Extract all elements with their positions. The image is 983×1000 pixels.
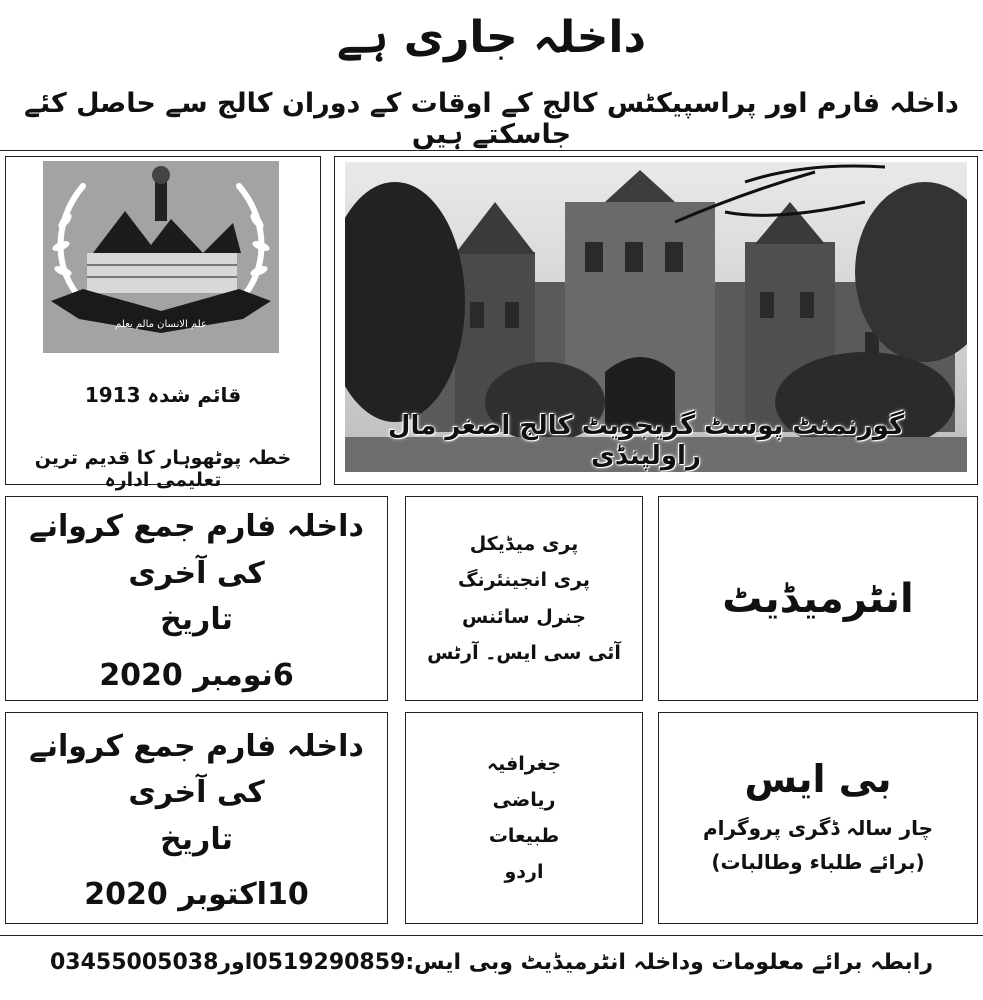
bs-program-box <box>658 712 978 924</box>
region-tagline: خطہ پوٹھوہار کا قدیم ترین تعلیمی ادارہ <box>34 447 292 491</box>
deadline-label: داخلہ فارم جمع کروانے کی آخری <box>29 509 364 591</box>
deadline-label-2: تاریخ <box>160 821 233 857</box>
photo-caption: گورنمنٹ پوسٹ گریجویٹ کالج اصغر مال راولپنڈی <box>387 411 905 471</box>
subject-item: ریاضی <box>492 788 556 811</box>
college-info-box <box>5 156 321 491</box>
deadline-label: داخلہ فارم جمع کروانے کی آخری <box>29 728 364 811</box>
subject-item: جغرافیہ <box>486 752 562 775</box>
footer-section <box>0 935 983 1000</box>
notice-subtitle: داخلہ فارم اور پراسپیکٹس کالج کے اوقات کے دوران کالج سے حاصل کئے جاسکتے ہیں <box>24 88 959 150</box>
college-logo <box>43 161 279 353</box>
subject-item: طبیعات <box>488 825 560 847</box>
program-title: بی ایس <box>744 757 892 801</box>
program-eligibility: (برائے طلباء وطالبات) <box>711 850 925 874</box>
subject-item: اردو <box>504 861 544 884</box>
intermediate-subjects-box <box>405 496 643 701</box>
subject-item: جنرل سائنس <box>462 605 586 628</box>
intermediate-deadline-box <box>5 496 388 701</box>
program-description: چار سالہ ڈگری پروگرام <box>703 816 934 840</box>
logo-motto: علم الانسان مالم یعلم <box>115 319 207 330</box>
deadline-label-2: تاریخ <box>160 602 233 638</box>
college-photo-box <box>334 156 978 485</box>
deadline-date: 10اکتوبر 2020 <box>84 877 309 913</box>
program-title: انٹرمیڈیٹ <box>722 575 914 622</box>
subject-item: آئی سی ایس۔ آرٹس <box>427 641 621 664</box>
notice-title: داخلہ جاری ہے <box>336 12 647 63</box>
deadline-date: 6نومبر 2020 <box>99 657 294 693</box>
subject-item: پری میڈیکل <box>469 533 579 556</box>
header-section <box>0 0 983 151</box>
intermediate-program-box <box>658 496 978 701</box>
contact-info: رابطہ برائے معلومات وداخلہ انٹرمیڈیٹ وبی ایس:0519290859اور03455005038 <box>50 950 933 975</box>
college-emblem-icon <box>43 161 279 353</box>
established-year: قائم شدہ 1913 <box>84 383 242 407</box>
bs-deadline-box <box>5 712 388 924</box>
bs-subjects-box <box>405 712 643 924</box>
subject-item: پری انجینئرنگ <box>458 569 590 592</box>
